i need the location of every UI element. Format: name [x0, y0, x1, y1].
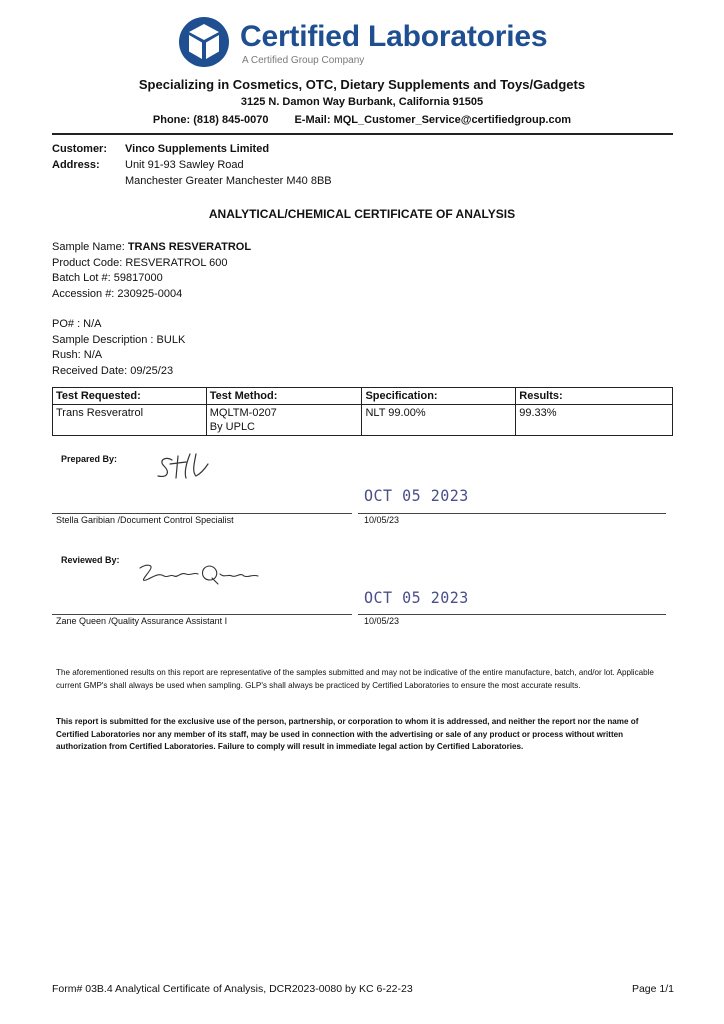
po-number: PO# : N/A — [52, 318, 102, 330]
reviewed-name-line — [52, 614, 352, 615]
reviewed-name: Zane Queen /Quality Assurance Assistant I — [56, 616, 228, 626]
received-date: Received Date: 09/25/23 — [52, 364, 174, 377]
header-test-method: Test Method: — [206, 388, 362, 405]
form-number: Form# 03B.4 Analytical Certificate of Analysis, DCR2023-0080 by KC 6-22-23 — [52, 983, 413, 995]
cell-spec: NLT 99.00% — [362, 405, 516, 436]
table-header-row — [53, 388, 673, 405]
page-number: Page 1/1 — [631, 983, 674, 995]
customer-block — [52, 141, 332, 189]
prepared-date-stamp: OCT 05 2023 — [364, 486, 469, 506]
prepared-date-line — [358, 513, 666, 514]
method-technique: By UPLC — [209, 421, 256, 433]
customer-address-line1: Unit 91-93 Sawley Road — [125, 159, 244, 171]
lab-address: 3125 N. Damon Way Burbank, California 91505 — [240, 96, 484, 108]
company-logo — [178, 14, 558, 74]
prepared-name: Stella Garibian /Document Control Specialist — [56, 515, 234, 525]
document-title: ANALYTICAL/CHEMICAL CERTIFICATE OF ANALYSIS — [208, 207, 516, 221]
prepared-by-label: Prepared By: — [61, 454, 118, 464]
cell-method — [206, 405, 362, 436]
cell-test: Trans Resveratrol — [53, 405, 207, 436]
results-table — [52, 387, 673, 436]
reviewed-by-label: Reviewed By: — [61, 555, 120, 565]
method-code: MQLTM-0207 — [209, 407, 277, 419]
sample-name-label: Sample Name: — [52, 241, 125, 253]
address-label: Address: — [52, 159, 100, 171]
order-info — [52, 317, 185, 379]
lab-email: E-Mail: MQL_Customer_Service@certifiedgroup.com — [294, 114, 572, 126]
sample-name-row — [52, 240, 251, 256]
batch-lot: Batch Lot #: 59817000 — [52, 272, 163, 284]
lab-phone: Phone: (818) 845-0070 — [152, 114, 269, 126]
prepared-signature — [150, 450, 270, 484]
sample-description: Sample Description : BULK — [52, 333, 186, 346]
header-test-requested: Test Requested: — [53, 388, 207, 405]
customer-name: Vinco Supplements Limited — [125, 143, 270, 155]
disclaimer-representative: The aforementioned results on this report are representative of the samples submitted and may not be indicative of the entire manufacture, batch, and/or lot. Applicable current GMP's shall always be used when sampling. GLP's shall always be practiced by Certified Laboratories to ensure the most accurate results. — [56, 668, 654, 690]
disclaimer-exclusive-use: This report is submitted for the exclusive use of the person, partnership, or corporation to whom it is addressed, and neither the report nor the name of Certified Laboratories nor any member of its staff, may be used in connection with the advertising or sale of any product or process without written authorization from Certified Laboratories. Failure to comply will result in immediate legal action by Certified Laboratories. — [56, 717, 639, 751]
rush-status: Rush: N/A — [52, 349, 103, 361]
sample-name: TRANS RESVERATROL — [127, 241, 252, 253]
header-divider — [52, 133, 673, 135]
header-results: Results: — [516, 388, 673, 405]
cell-result: 99.33% — [516, 405, 673, 436]
company-subtitle: A Certified Group Company — [242, 55, 365, 66]
reviewed-date: 10/05/23 — [364, 616, 400, 626]
sample-info — [52, 240, 251, 302]
table-row — [53, 405, 673, 436]
customer-label: Customer: — [52, 143, 108, 155]
prepared-date: 10/05/23 — [364, 515, 400, 525]
header-specification: Specification: — [362, 388, 516, 405]
company-name: Certified Laboratories — [240, 20, 548, 53]
prepared-name-line — [52, 513, 352, 514]
reviewed-date-stamp: OCT 05 2023 — [364, 588, 469, 608]
reviewed-signature — [136, 558, 266, 592]
reviewed-date-line — [358, 614, 666, 615]
cube-logo-icon — [178, 16, 230, 68]
tagline: Specializing in Cosmetics, OTC, Dietary Supplements and Toys/Gadgets — [138, 77, 586, 92]
lab-contact — [0, 114, 724, 126]
accession-number: Accession #: 230925-0004 — [52, 287, 183, 300]
product-code: Product Code: RESVERATROL 600 — [52, 256, 228, 269]
customer-address-line2: Manchester Greater Manchester M40 8BB — [125, 175, 332, 187]
